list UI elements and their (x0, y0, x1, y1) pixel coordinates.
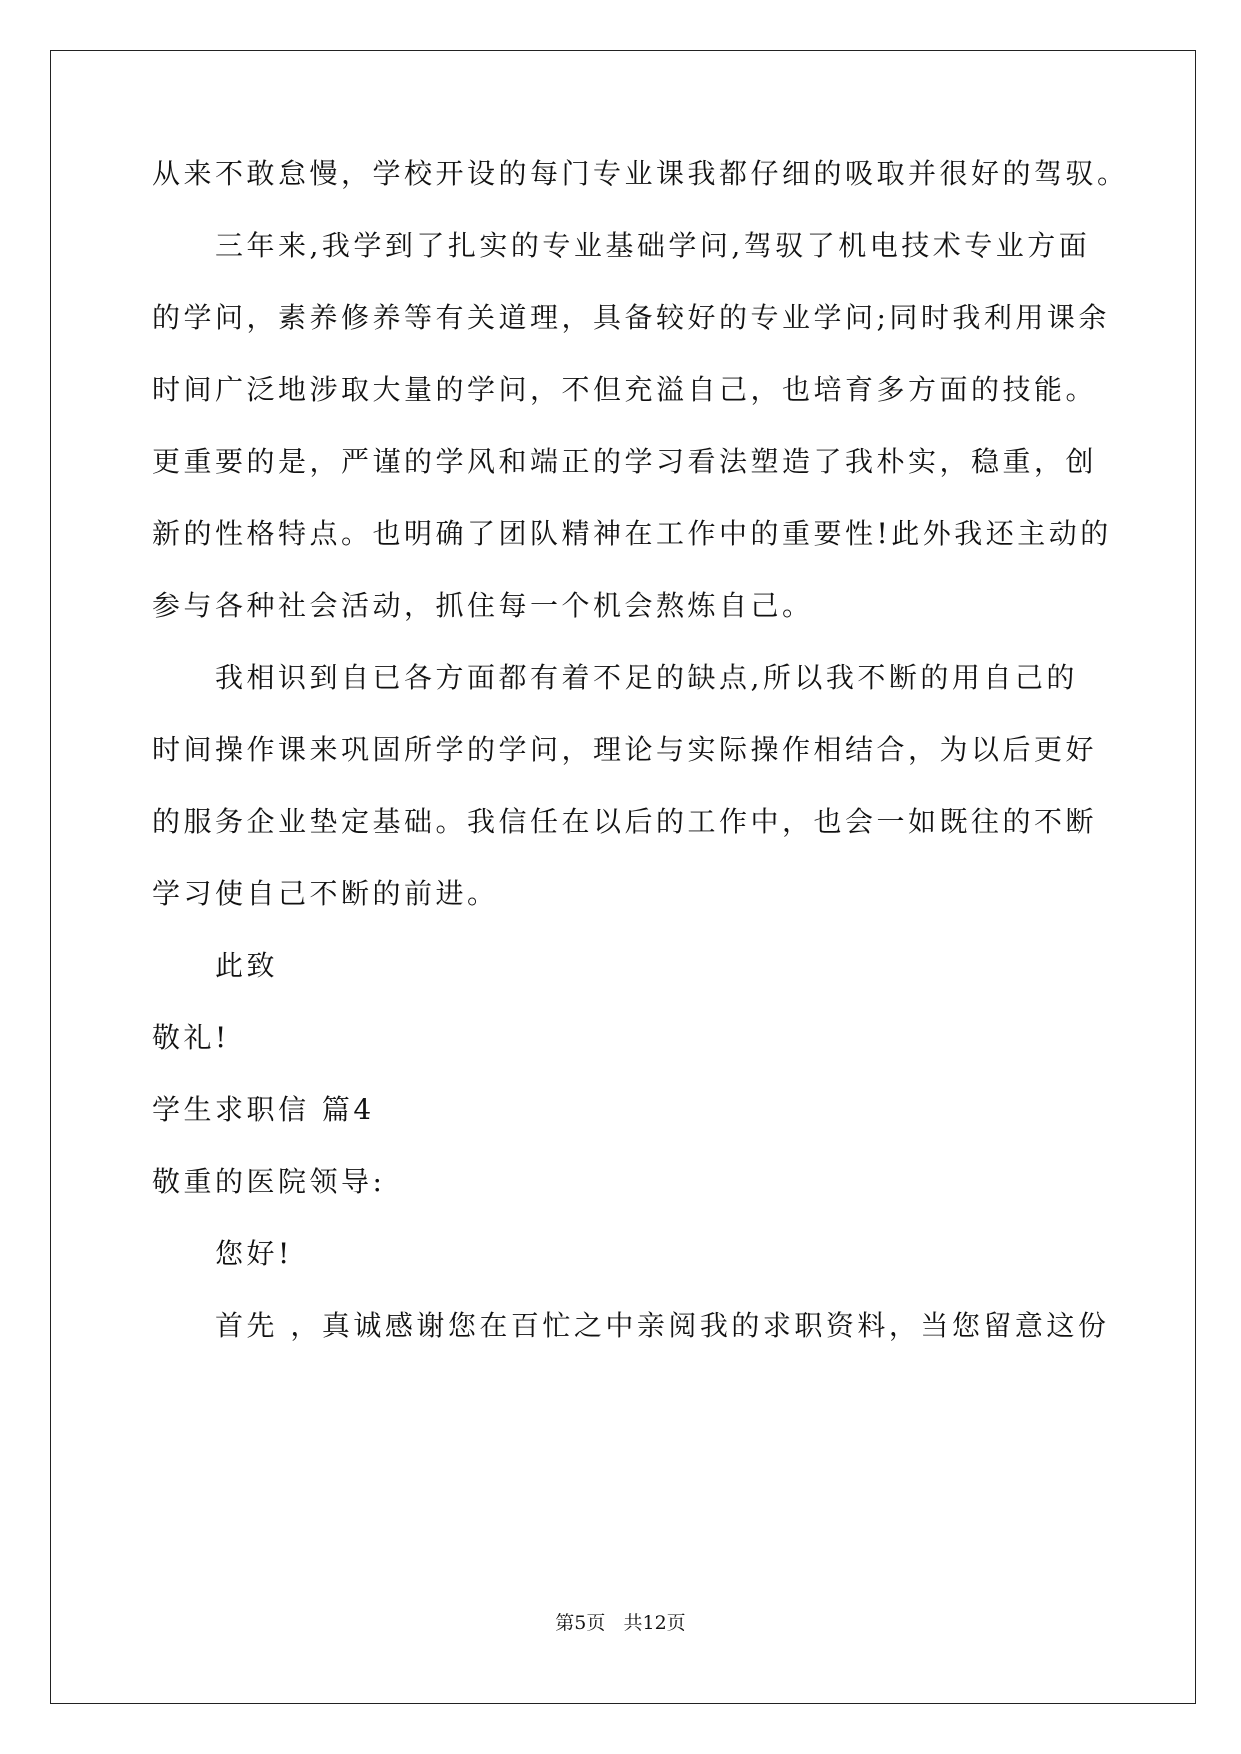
body-line: 三年来,我学到了扎实的专业基础学问,驾驭了机电技术专业方面 (215, 229, 1091, 262)
letter-addressee: 敬重的医院领导: (152, 1165, 386, 1198)
body-line: 时间操作课来巩固所学的学问，理论与实际操作相结合，为以后更好 (152, 733, 1098, 766)
body-line: 的学问，素养修养等有关道理，具备较好的专业学问;同时我利用课余 (152, 301, 1110, 334)
closing-salutation: 此致 (215, 949, 279, 982)
closing-regards: 敬礼! (152, 1021, 230, 1054)
section-heading: 学生求职信 篇4 (152, 1093, 375, 1126)
body-line: 新的性格特点。也明确了团队精神在工作中的重要性!此外我还主动的 (152, 517, 1112, 550)
page-number: 第5页 共12页 (555, 1612, 686, 1634)
body-line: 从来不敢怠慢，学校开设的每门专业课我都仔细的吸取并很好的驾驭。 (152, 157, 1129, 190)
letter-greeting: 您好! (215, 1237, 293, 1270)
body-line: 我相识到自已各方面都有着不足的缺点,所以我不断的用自己的 (215, 661, 1078, 694)
body-line: 首先 ，真诚感谢您在百忙之中亲阅我的求职资料，当您留意这份 (215, 1309, 1110, 1342)
body-line: 参与各种社会活动，抓住每一个机会熬炼自己。 (152, 589, 814, 622)
body-line: 更重要的是，严谨的学风和端正的学习看法塑造了我朴实，稳重，创 (152, 445, 1098, 478)
body-line: 的服务企业垫定基础。我信任在以后的工作中，也会一如既往的不断 (152, 805, 1098, 838)
body-line: 学习使自己不断的前进。 (152, 877, 499, 910)
body-line: 时间广泛地涉取大量的学问，不但充溢自己，也培育多方面的技能。 (152, 373, 1098, 406)
